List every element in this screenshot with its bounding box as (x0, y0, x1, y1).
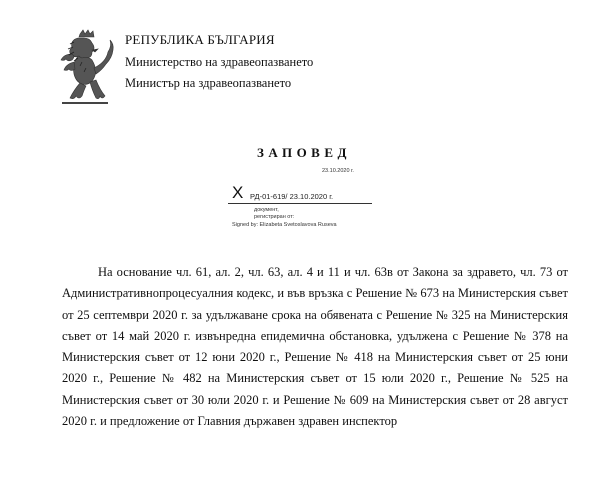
document-date: 23.10.2020 г. (322, 168, 354, 174)
minister-title: Министър на здравеопазването (125, 76, 292, 90)
document-title: ЗАПОВЕД (257, 145, 351, 160)
registration-number: РД-01-619/ 23.10.2020 г. (250, 192, 334, 201)
signature-registered-by-label: регистриран от: (254, 214, 295, 220)
lion-coat-of-arms-icon (52, 28, 118, 108)
signature-mark: X (232, 183, 244, 202)
ministry-name: Министерство на здравеопазването (125, 55, 314, 69)
signature-doc-label: документ, (254, 207, 279, 213)
body-paragraph: На основание чл. 61, ал. 2, чл. 63, ал. 4 и 11 и чл. 63в от Закона за здравето, чл. 73 от Административнопроцесуалния кодекс, и във връзка с Решение № 673 на Министерския съвет от 25 септември 2020 г. за удължаване срока на обявената с Решение № 325 на Министерския съвет от 14 май 2020 г. извънредна епидемична обстановка, удължена с Решение № 378 на Министерския съвет от 12 юни 2020 г., Решение № 418 на Министерския съвет от 25 юни 2020 г., Решение № 482 на Министерския съвет от 15 юли 2020 г., Решение № 525 на Министерския съвет от 30 юли 2020 г. и Решение № 609 на Министерския съвет от 28 август 2020 г. и предложение от Главния държавен здравен инспектор (62, 265, 568, 429)
signature-signed-by: Signed by: Elizabeta Svetoslavova Ruseva (232, 222, 337, 228)
signature-line (228, 203, 372, 204)
republic-name: РЕПУБЛИКА БЪЛГАРИЯ (125, 32, 275, 47)
